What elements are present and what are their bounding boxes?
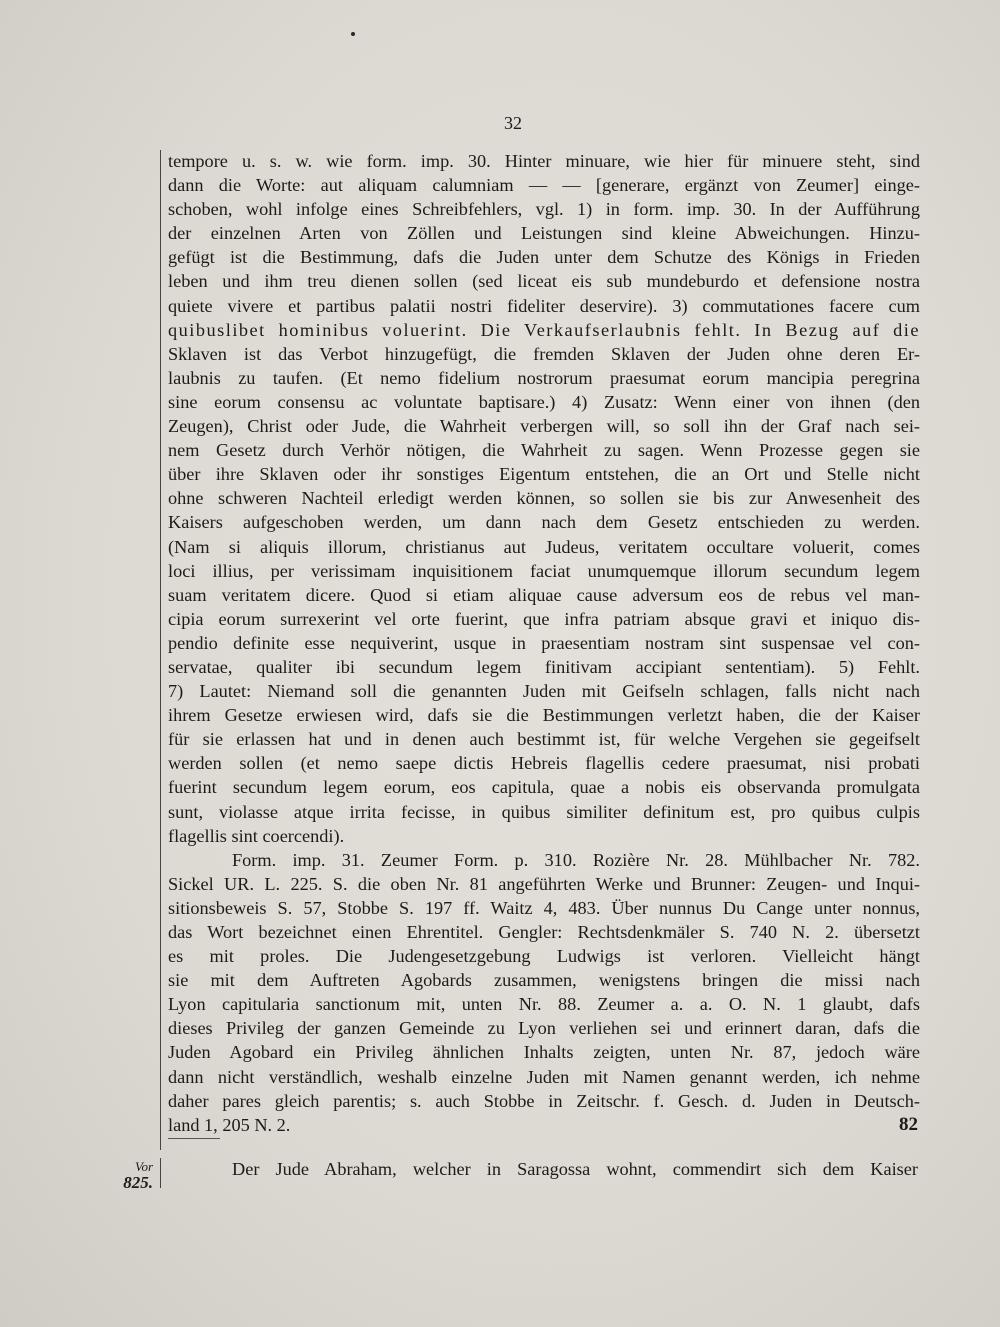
text-line: dann die Worte: aut aliquam calumniam — — [generare, ergänzt von Zeumer] einge-: [168, 175, 920, 196]
text-line: pendio definite esse nequiverint, usque in praesentiam nostram sint suspensae vel con-: [168, 632, 920, 653]
body-text: [168, 149, 920, 1137]
margin-date-note: [108, 1160, 153, 1192]
text-line: nem Gesetz durch Verhör nötigen, die Wahrheit zu sagen. Wenn Prozesse gegen sie: [168, 440, 920, 461]
text-line: tempore u. s. w. wie form. imp. 30. Hinter minuare, wie hier für minuere steht, sind: [168, 151, 920, 171]
text-line: Kaisers aufgeschoben werden, um dann nach dem Gesetz entschieden zu werden.: [168, 512, 920, 533]
text-line: Zeugen), Christ oder Jude, die Wahrheit verbergen will, so soll ihn der Graf nach sei-: [168, 416, 920, 437]
margin-note-label: Vor: [134, 1159, 153, 1174]
text-line: das Wort bezeichnet einen Ehrentitel. Gengler: Rechtsdenkmäler S. 740 N. 2. übersetzt: [168, 922, 920, 942]
text-line: Lyon capitularia sanctionum mit, unten Nr. 88. Zeumer a. a. O. N. 1 glaubt, dafs: [168, 994, 920, 1015]
text-line: dann nicht verständlich, weshalb einzelne Juden mit Namen genannt werden, ich nehme: [168, 1066, 920, 1087]
text-line: schoben, wohl infolge eines Schreibfehlers, vgl. 1) in form. imp. 30. In der Aufführung: [168, 199, 920, 220]
document-number: 82: [899, 1113, 918, 1135]
text-line: ohne schweren Nachteil erledigt werden können, so sollen sie bis zur Anwesenheit des: [168, 488, 920, 509]
text-line: sunt, violasse atque irrita fecisse, in quibus similiter definitum est, pro quibus culpis: [168, 801, 920, 822]
text-line: ihrem Gesetze erwiesen wird, dafs sie die Bestimmungen verletzt haben, die der Kaiser: [168, 705, 920, 726]
text-line: der einzelnen Arten von Zöllen und Leistungen sind kleine Abweichungen. Hinzu-: [168, 223, 920, 244]
text-line: Sickel UR. L. 225. S. die oben Nr. 81 angeführten Werke und Brunner: Zeugen- und Inqui-: [168, 873, 920, 894]
text-line: laubnis zu taufen. (Et nemo fidelium nostrorum praesumat eorum mancipia peregrina: [168, 367, 920, 388]
text-line: Form. imp. 31. Zeumer Form. p. 310. Rozière Nr. 28. Mühlbacher Nr. 782.: [232, 849, 920, 870]
end-line-text: land 1, 205 N. 2.: [168, 1114, 291, 1135]
text-line: flagellis sint coercendi).: [168, 825, 345, 846]
text-line: gefügt ist die Bestimmung, dafs die Juden unter dem Schutze des Königs in Frieden: [168, 247, 920, 268]
margin-rule-lower: [160, 1158, 161, 1188]
ink-speck: [351, 32, 355, 36]
text-line: loci illius, per verissimam inquisitionem faciat unumquemque illorum secundum legem: [168, 560, 920, 581]
section-rule: [168, 1138, 220, 1139]
text-line: es mit proles. Die Judengesetzgebung Ludwigs ist verloren. Vielleicht hängt: [168, 946, 920, 967]
text-line: über ihre Sklaven oder ihr sonstiges Eigentum entstehen, die an Ort und Stelle nicht: [168, 464, 920, 485]
page-number: 32: [504, 113, 522, 133]
text-line: werden sollen (et nemo saepe dictis Hebreis flagellis cedere praesumat, nisi probati: [168, 753, 920, 774]
text-line: (Nam si aliquis illorum, christianus aut Judeus, veritatem occultare voluerit, comes: [168, 536, 920, 557]
margin-rule: [160, 150, 161, 1150]
text-line: suam veritatem dicere. Quod si etiam aliquae cause adversum eos de rebus vel man-: [168, 584, 920, 605]
text-line: 7) Lautet: Niemand soll die genannten Juden mit Geifseln schlagen, falls nicht nach: [168, 681, 920, 702]
text-line: für sie erlassen hat und in denen auch bestimmt ist, für welche Vergehen sie gegeifselt: [168, 729, 920, 750]
text-line: fuerint secundum legem eorum, eos capitula, quae a nobis eis observanda promulgata: [168, 777, 920, 798]
text-line: sine eorum consensu ac voluntate baptisare.) 4) Zusatz: Wenn einer von ihnen (den: [168, 391, 920, 412]
text-line: sitionsbeweis S. 57, Stobbe S. 197 ff. Waitz 4, 483. Über nunnus Du Cange unter nonnus,: [168, 897, 920, 918]
document-heading-line: Der Jude Abraham, welcher in Saragossa wohnt, commendirt sich dem Kaiser: [232, 1159, 918, 1179]
text-line: daher pares gleich parentis; s. auch Stobbe in Zeitschr. f. Gesch. d. Juden in Deutsch-: [168, 1090, 920, 1111]
text-line: servatae, qualiter ibi secundum legem finitivam accipiant sententiam). 5) Fehlt.: [168, 656, 920, 677]
text-line: quibuslibet hominibus voluerint. Die Verkaufserlaubnis fehlt. In Bezug auf die: [168, 319, 920, 340]
text-line: dieses Privileg der ganzen Gemeinde zu Lyon verliehen sei und erinnert daran, dafs die: [168, 1018, 920, 1039]
text-line: quiete vivere et partibus palatii nostri fideliter deservire). 3) commutationes facere cum: [168, 295, 920, 316]
text-line: leben und ihm treu dienen sollen (sed liceat eis sub mundeburdo et defensione nostra: [168, 271, 920, 292]
text-end-line: [168, 1113, 920, 1137]
margin-note-year: 825.: [123, 1173, 153, 1192]
text-line: cipia eorum surrexerint vel orte fuerint, que infra patriam absque gravi et iniquo dis-: [168, 608, 920, 629]
text-line: Sklaven ist das Verbot hinzugefügt, die fremden Sklaven der Juden ohne deren Er-: [168, 343, 920, 364]
text-line: sie mit dem Auftreten Agobards zusammen, wenigstens bringen die missi nach: [168, 970, 920, 991]
text-line: Juden Agobard ein Privileg ähnlichen Inhalts zeigten, unten Nr. 87, jedoch wäre: [168, 1042, 920, 1063]
